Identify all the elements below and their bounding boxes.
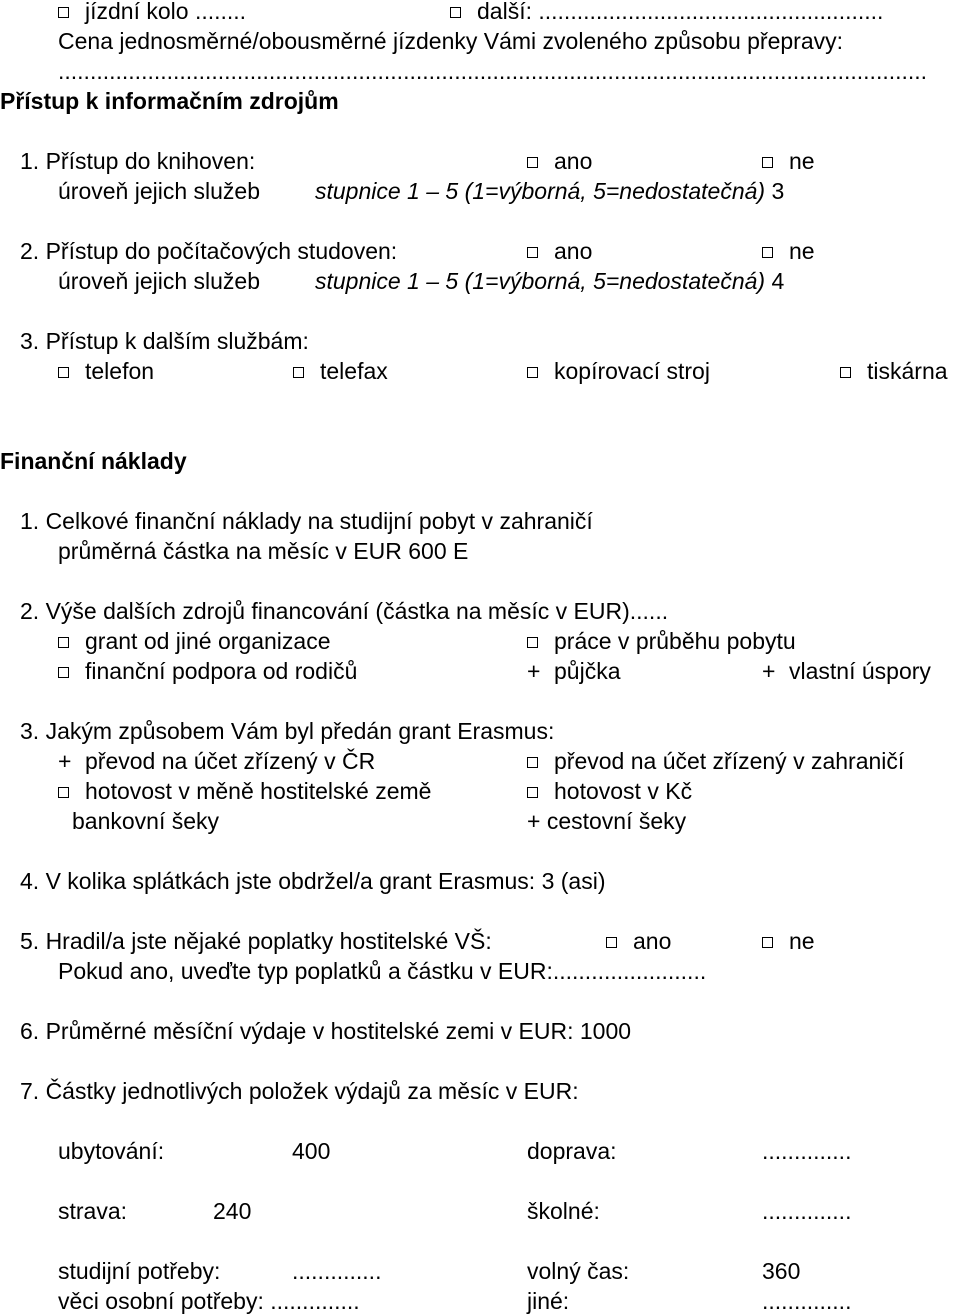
expense-study-value: .............. [292, 1258, 382, 1284]
expense-personal-value: .............. [270, 1288, 360, 1314]
other-funding-question: 2. Výše dalších zdrojů financování (částka na měsíc v EUR)...... [20, 598, 669, 624]
funding-grant-other-option[interactable]: grant od jiné organizace [58, 626, 331, 656]
checkbox-icon[interactable] [527, 367, 538, 378]
service-option-printer[interactable]: tiskárna [840, 356, 948, 386]
delivery-cash-host-option[interactable]: hotovost v měně hostitelské země [58, 776, 431, 806]
checkbox-icon[interactable] [527, 157, 538, 168]
checkbox-icon[interactable] [58, 787, 69, 798]
checkbox-icon[interactable] [527, 637, 538, 648]
service-option-phone[interactable]: telefon [58, 356, 154, 386]
checkbox-icon[interactable] [527, 757, 538, 768]
checkbox-icon[interactable] [527, 247, 538, 258]
total-costs-question: 1. Celkové finanční náklady na studijní pobyt v zahraničí [20, 508, 593, 534]
expense-leisure-label: volný čas: [527, 1258, 630, 1284]
section-heading-info-access: Přístup k informačním zdrojům [0, 88, 339, 114]
expense-other-label: jiné: [527, 1288, 570, 1314]
plus-mark: + [58, 748, 72, 774]
library-level-rating: 3 [771, 178, 785, 204]
average-expenses-question: 6. Průměrné měsíční výdaje v hostitelské zemi v EUR: 1000 [20, 1018, 632, 1044]
delivery-travel-checks-option[interactable]: + cestovní šeky [527, 808, 687, 834]
checkbox-icon[interactable] [840, 367, 851, 378]
expense-accommodation-value: 400 [292, 1138, 331, 1164]
plus-mark: + [527, 808, 541, 834]
delivery-transfer-cz-option[interactable]: + převod na účet zřízený v ČR [58, 748, 376, 774]
checkbox-icon[interactable] [58, 637, 69, 648]
bike-option[interactable]: jízdní kolo ........ [58, 0, 246, 26]
library-yes-option[interactable]: ano [527, 146, 592, 176]
ticket-price-question: Cena jednosměrné/obousměrné jízdenky Vámi zvoleného způsobu přepravy: [58, 28, 844, 54]
other-services-question: 3. Přístup k dalším službám: [20, 328, 309, 354]
checkbox-icon[interactable] [527, 787, 538, 798]
computer-room-level-label: úroveň jejich služeb [58, 268, 261, 294]
expense-transport-label: doprava: [527, 1138, 617, 1164]
plus-mark: + [527, 658, 541, 684]
computer-room-access-question: 2. Přístup do počítačových studoven: [20, 238, 398, 264]
ticket-price-answer: ........................................................................................................................................ [58, 58, 928, 84]
host-fees-question: 5. Hradil/a jste nějaké poplatky hostitelské VŠ: [20, 928, 492, 954]
expense-study-label: studijní potřeby: [58, 1258, 221, 1284]
checkbox-icon[interactable] [762, 937, 773, 948]
computer-room-yes-option[interactable]: ano [527, 236, 592, 266]
expense-other-value: .............. [762, 1288, 852, 1314]
checkbox-icon[interactable] [606, 937, 617, 948]
expense-leisure-value: 360 [762, 1258, 801, 1284]
funding-work-option[interactable]: práce v průběhu pobytu [527, 626, 796, 656]
computer-room-level-scale: stupnice 1 – 5 (1=výborná, 5=nedostatečná) 4 [315, 268, 785, 294]
delivery-bank-checks-option[interactable]: bankovní šeky [72, 808, 220, 834]
expense-personal-label: věci osobní potřeby: .............. [58, 1288, 360, 1314]
delivery-cash-czk-option[interactable]: hotovost v Kč [527, 776, 692, 806]
library-no-option[interactable]: ne [762, 146, 815, 176]
library-level-label: úroveň jejich služeb [58, 178, 261, 204]
expense-food-value: 240 [213, 1198, 252, 1224]
plus-mark: + [762, 658, 776, 684]
funding-savings-option[interactable]: + vlastní úspory [762, 658, 931, 684]
checkbox-icon[interactable] [762, 247, 773, 258]
checkbox-icon[interactable] [762, 157, 773, 168]
expense-tuition-value: .............. [762, 1198, 852, 1224]
expense-tuition-label: školné: [527, 1198, 600, 1224]
service-option-fax[interactable]: telefax [293, 356, 388, 386]
computer-room-level-rating: 4 [771, 268, 785, 294]
library-access-question: 1. Přístup do knihoven: [20, 148, 256, 174]
funding-parents-option[interactable]: finanční podpora od rodičů [58, 656, 357, 686]
checkbox-icon[interactable] [58, 367, 69, 378]
checkbox-icon[interactable] [58, 7, 69, 18]
computer-room-no-option[interactable]: ne [762, 236, 815, 266]
grant-delivery-question: 3. Jakým způsobem Vám byl předán grant Erasmus: [20, 718, 555, 744]
service-option-copier[interactable]: kopírovací stroj [527, 356, 710, 386]
host-fees-yes-option[interactable]: ano [606, 926, 671, 956]
other-transport-option[interactable]: další: ...................................................... [450, 0, 883, 26]
host-fees-detail: Pokud ano, uveďte typ poplatků a částku v EUR:........................ [58, 958, 707, 984]
host-fees-no-option[interactable]: ne [762, 926, 815, 956]
delivery-transfer-abroad-option[interactable]: převod na účet zřízený v zahraničí [527, 746, 904, 776]
expense-transport-value: .............. [762, 1138, 852, 1164]
library-level-scale: stupnice 1 – 5 (1=výborná, 5=nedostatečná) 3 [315, 178, 785, 204]
checkbox-icon[interactable] [450, 7, 461, 18]
average-monthly-amount: průměrná částka na měsíc v EUR 600 E [58, 538, 469, 564]
funding-loan-option[interactable]: + půjčka [527, 658, 621, 684]
installments-question: 4. V kolika splátkách jste obdržel/a grant Erasmus: 3 (asi) [20, 868, 606, 894]
section-heading-finance: Finanční náklady [0, 448, 187, 474]
checkbox-icon[interactable] [293, 367, 304, 378]
expense-food-label: strava: [58, 1198, 128, 1224]
checkbox-icon[interactable] [58, 667, 69, 678]
expense-items-question: 7. Částky jednotlivých položek výdajů za měsíc v EUR: [20, 1078, 579, 1104]
expense-accommodation-label: ubytování: [58, 1138, 165, 1164]
